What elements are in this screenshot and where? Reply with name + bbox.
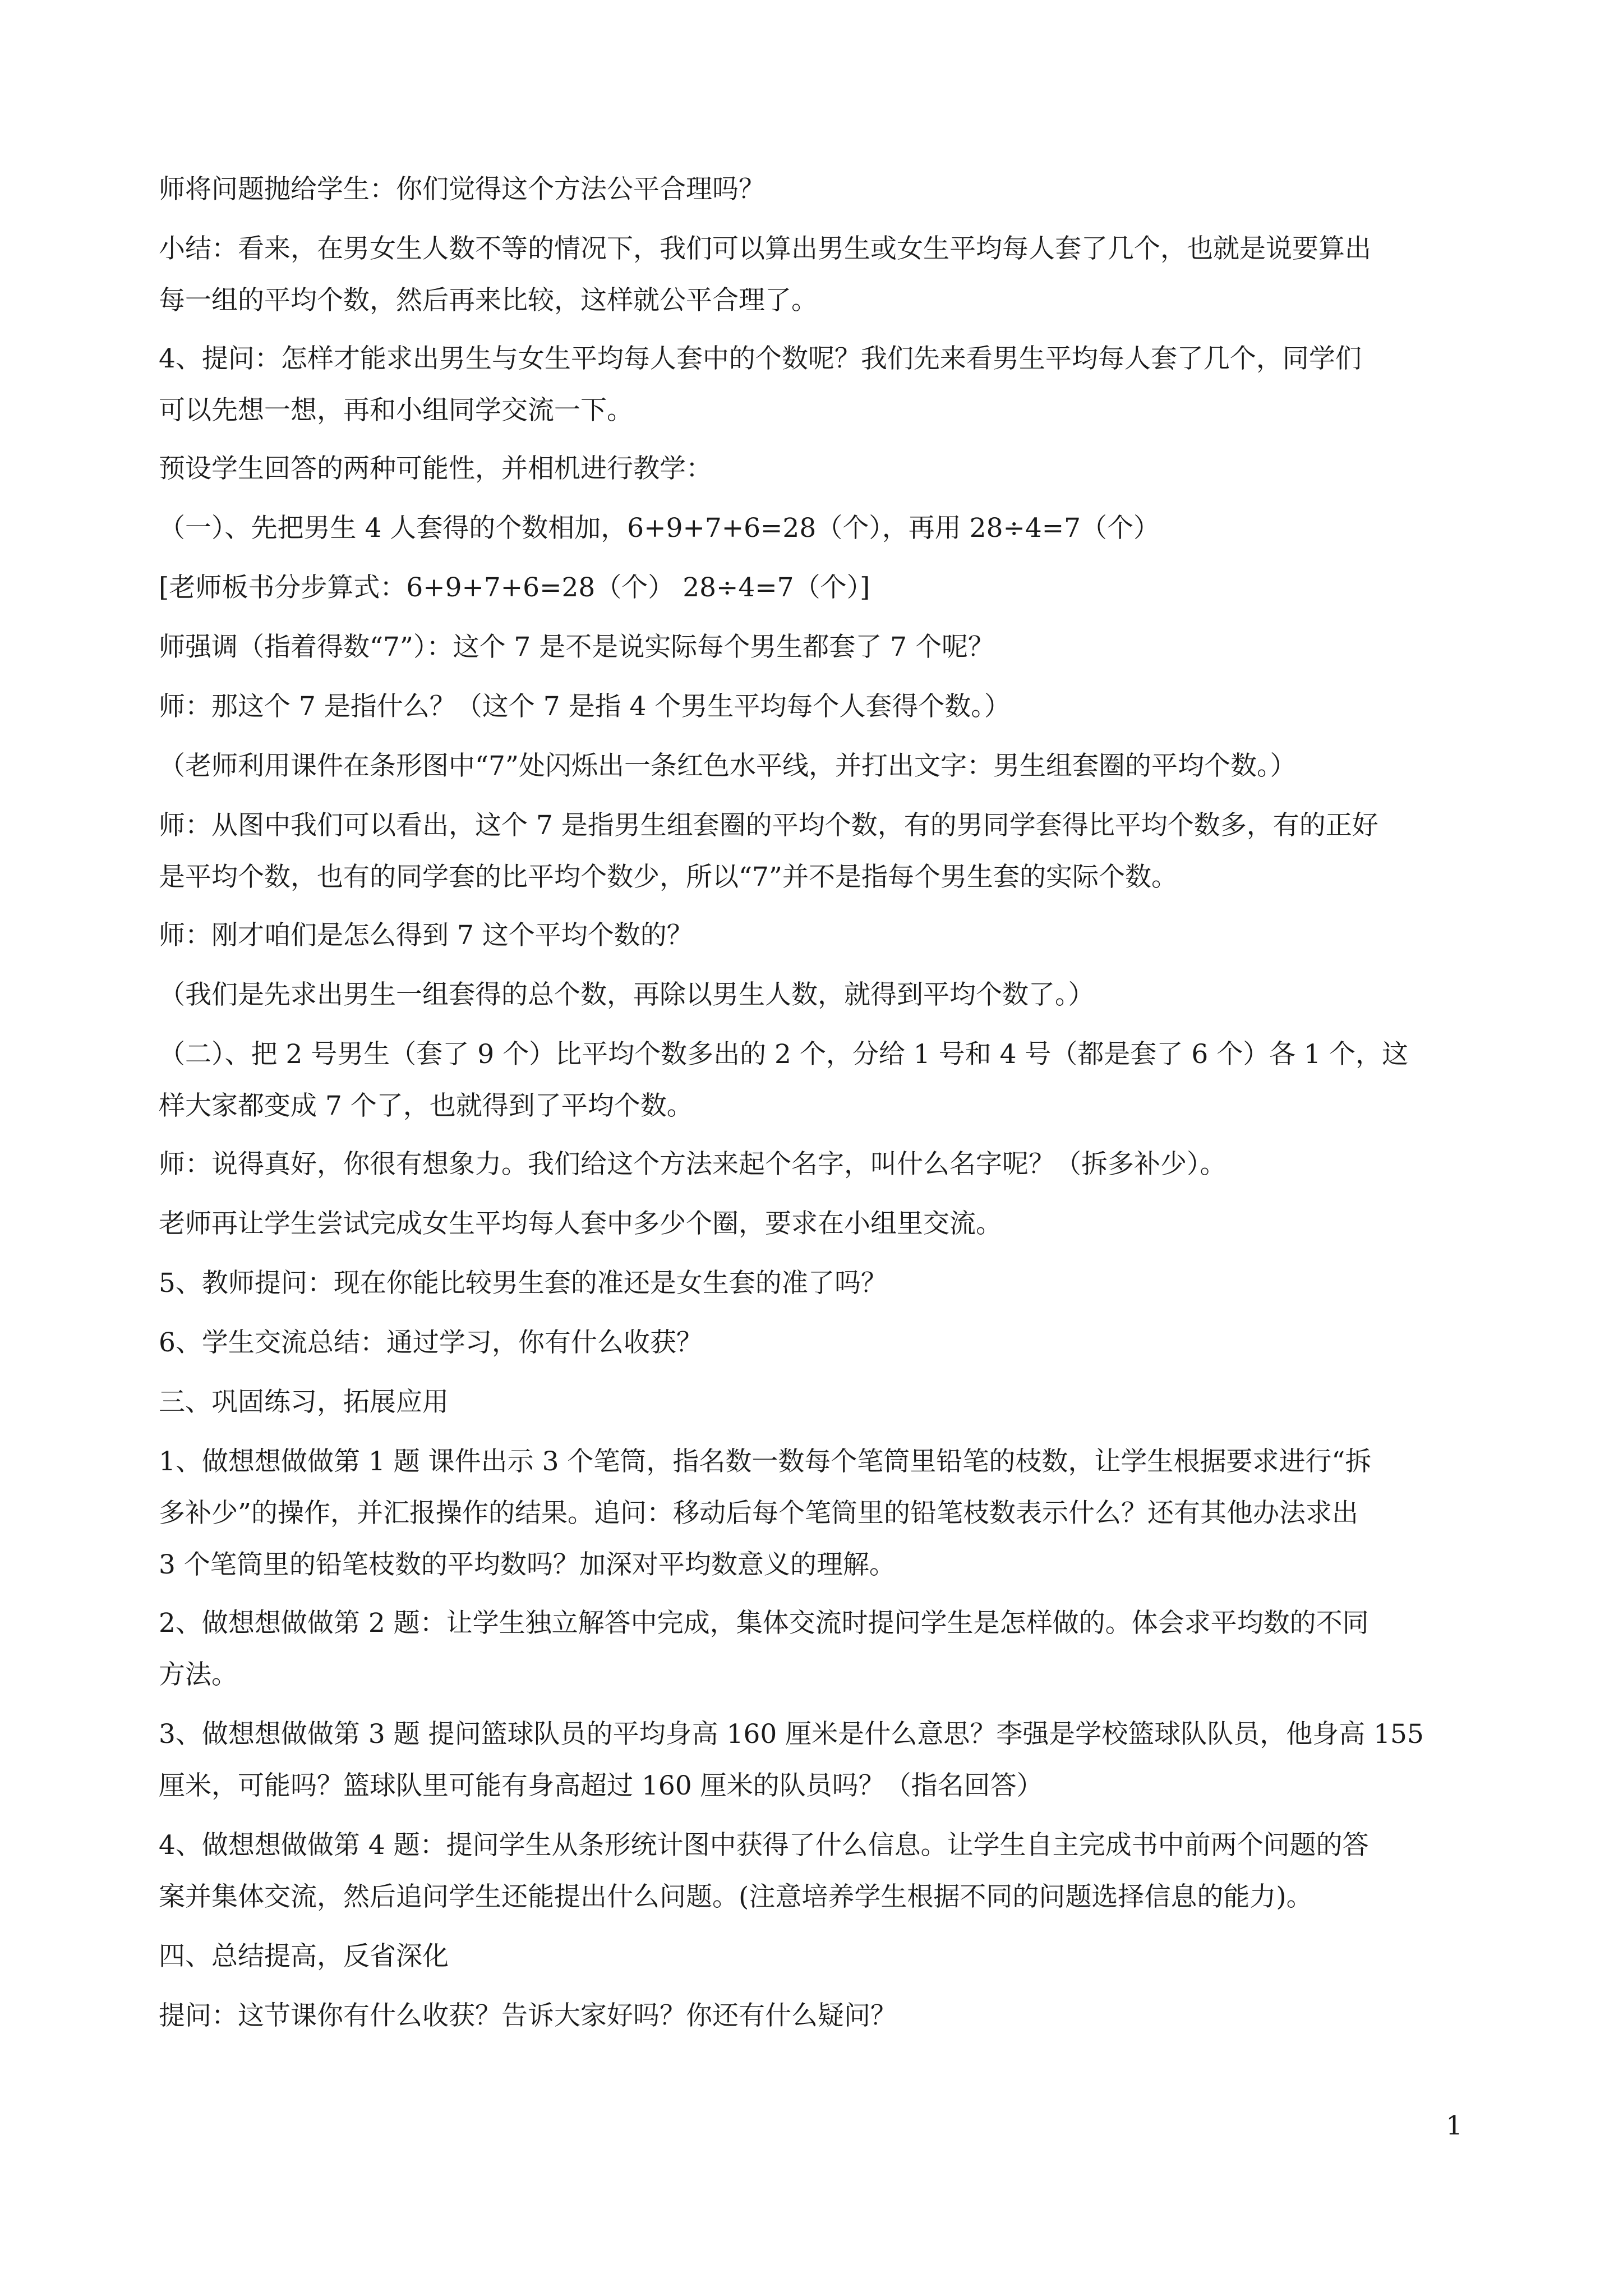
section-heading: 四、总结提高，反省深化 [159,1941,449,1972]
text-line: 样大家都变成 7 个了，也就得到了平均个数。 [159,1091,693,1121]
text-line: 小结：看来，在男女生人数不等的情况下，我们可以算出男生或女生平均每人套了几个，也就是说要算出 [159,233,1371,264]
section-heading: 三、巩固练习，拓展应用 [159,1387,449,1418]
text-line: 案并集体交流，然后追问学生还能提出什么问题。(注意培养学生根据不同的问题选择信息的能力)。 [159,1881,1313,1912]
text-line: [老师板书分步算式：6+9+7+6=28（个） 28÷4=7（个）] [159,572,870,603]
text-line: 4、提问：怎样才能求出男生与女生平均每人套中的个数呢？我们先来看男生平均每人套了几个，同学们 [159,343,1362,374]
text-line: 3、做想想做做第 3 题 提问篮球队员的平均身高 160 厘米是什么意思？李强是学校篮球队队员，他身高 155 [159,1719,1424,1750]
text-line: 师将问题抛给学生：你们觉得这个方法公平合理吗？ [159,174,765,205]
text-line: 老师再让学生尝试完成女生平均每人套中多少个圈，要求在小组里交流。 [159,1208,1002,1239]
text-line: 提问：这节课你有什么收获？告诉大家好吗？你还有什么疑问？ [159,2000,897,2031]
text-line: 6、学生交流总结：通过学习，你有什么收获？ [159,1327,703,1358]
text-line: 可以先想一想，再和小组同学交流一下。 [159,395,633,426]
text-line: 师强调（指着得数“7”）：这个 7 是不是说实际每个男生都套了 7 个呢？ [159,632,995,662]
text-line: 师：那这个 7 是指什么？（这个 7 是指 4 个男生平均每个人套得个数。） [159,691,1011,722]
text-line: 4、做想想做做第 4 题：提问学生从条形统计图中获得了什么信息。让学生自主完成书中前两个问题的答 [159,1830,1369,1861]
text-line: （二）、把 2 号男生（套了 9 个）比平均个数多出的 2 个，分给 1 号和 4 号（都是套了 6 个）各 1 个，这 [159,1039,1408,1070]
text-line: 预设学生回答的两种可能性，并相机进行教学： [159,453,712,484]
text-line: （一）、先把男生 4 人套得的个数相加，6+9+7+6=28（个），再用 28÷4=7（个） [159,513,1160,544]
text-line: 2、做想想做做第 2 题：让学生独立解答中完成，集体交流时提问学生是怎样做的。体会求平均数的不同 [159,1608,1369,1639]
text-line: （我们是先求出男生一组套得的总个数，再除以男生人数，就得到平均个数了。） [159,979,1095,1010]
text-line: 1、做想想做做第 1 题 课件出示 3 个笔筒，指名数一数每个笔筒里铅笔的枝数，让学生根据要求进行“拆 [159,1446,1372,1477]
text-line: 多补少”的操作，并汇报操作的结果。追问：移动后每个笔筒里的铅笔枝数表示什么？还有其他办法求出 [159,1498,1359,1529]
text-line: 3 个笔筒里的铅笔枝数的平均数吗？加深对平均数意义的理解。 [159,1549,896,1580]
text-line: 厘米，可能吗？篮球队里可能有身高超过 160 厘米的队员吗？（指名回答） [159,1770,1043,1801]
text-line: 是平均个数，也有的同学套的比平均个数少，所以“7”并不是指每个男生套的实际个数。 [159,862,1178,892]
text-line: 每一组的平均个数，然后再来比较，这样就公平合理了。 [159,285,818,316]
text-line: 方法。 [159,1659,238,1690]
text-line: 师：刚才咱们是怎么得到 7 这个平均个数的？ [159,920,693,951]
text-line: 师：从图中我们可以看出，这个 7 是指男生组套圈的平均个数，有的男同学套得比平均个数多，有的正好 [159,810,1378,841]
text-line: （老师利用课件在条形图中“7”处闪烁出一条红色水平线，并打出文字：男生组套圈的平均个数。） [159,751,1297,781]
text-line: 5、教师提问：现在你能比较男生套的准还是女生套的准了吗？ [159,1268,887,1299]
page-number: 1 [1446,2110,1463,2141]
text-line: 师：说得真好，你很有想象力。我们给这个方法来起个名字，叫什么名字呢？（拆多补少）。 [159,1149,1227,1180]
